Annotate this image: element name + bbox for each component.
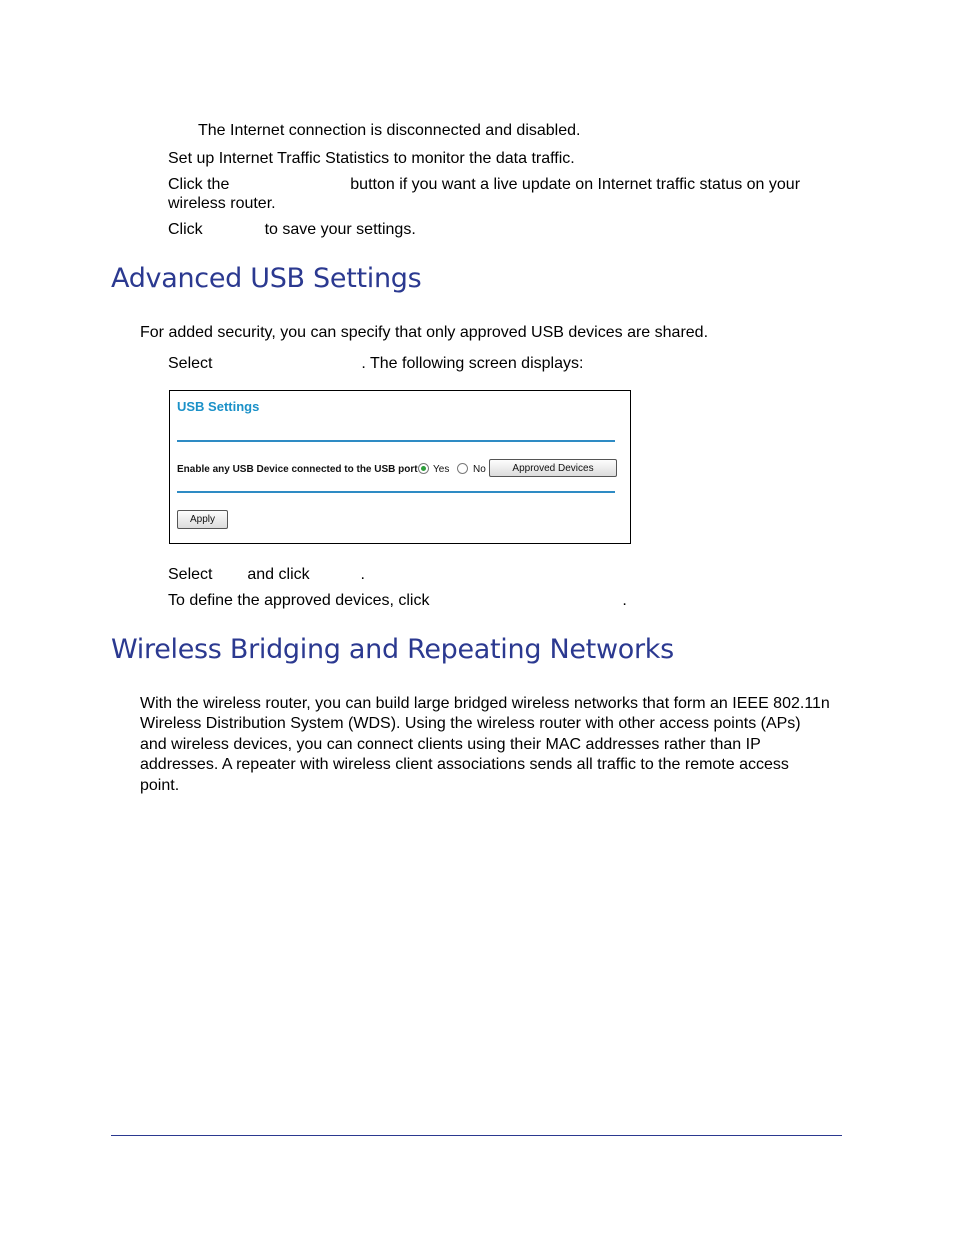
intro-line-3-start: Click the [168, 176, 230, 193]
usb-section-intro: For added security, you can specify that only approved USB devices are shared. [140, 324, 709, 341]
intro-line-3 [168, 175, 800, 195]
usb-settings-screenshot [169, 390, 631, 544]
panel-divider-bottom [177, 491, 615, 493]
usb-step-1 [168, 354, 583, 374]
usb-step-2 [168, 565, 365, 585]
intro-line-4 [168, 220, 416, 240]
usb-section-heading: Advanced USB Settings [111, 263, 422, 294]
panel-divider-top [177, 440, 615, 442]
wireless-section-heading: Wireless Bridging and Repeating Networks [111, 634, 674, 665]
intro-line-1: The Internet connection is disconnected and disabled. [198, 122, 581, 139]
enable-usb-label: Enable any USB Device connected to the USB port [177, 464, 418, 475]
wireless-section-paragraph: With the wireless router, you can build large bridged wireless networks that form an IEEE 802.11n Wireless Distribution System (WDS). Using the wireless router with other access points (APs) and wireless devices, you can connect clients using their MAC addresses rather than IP addresses. A repeater with wireless client associations sends all traffic to the remote access point. [140, 695, 830, 794]
intro-line-3-end: button if you want a live update on Internet traffic status on your [350, 176, 801, 193]
usb-settings-title: USB Settings [177, 399, 260, 414]
intro-line-4-end: to save your settings. [264, 221, 416, 238]
usb-step-3-start: To define the approved devices, click [168, 592, 430, 609]
intro-line-3-cont: wireless router. [168, 195, 276, 212]
usb-step-3-end: . [622, 592, 627, 609]
footer-divider [111, 1135, 842, 1136]
yes-radio[interactable] [418, 463, 429, 474]
no-radio[interactable] [457, 463, 468, 474]
usb-step-2-start: Select [168, 566, 213, 583]
usb-step-1-start: Select [168, 355, 213, 372]
usb-step-2-mid: and click [247, 566, 310, 583]
apply-button[interactable]: Apply [177, 510, 228, 529]
approved-devices-button[interactable]: Approved Devices [489, 459, 617, 477]
no-label: No [473, 464, 486, 475]
usb-step-3 [168, 591, 627, 611]
intro-line-2: Set up Internet Traffic Statistics to monitor the data traffic. [168, 150, 575, 167]
yes-label: Yes [433, 464, 450, 475]
usb-step-1-end: . The following screen displays: [361, 355, 584, 372]
usb-step-2-end: . [360, 566, 365, 583]
intro-line-4-start: Click [168, 221, 203, 238]
